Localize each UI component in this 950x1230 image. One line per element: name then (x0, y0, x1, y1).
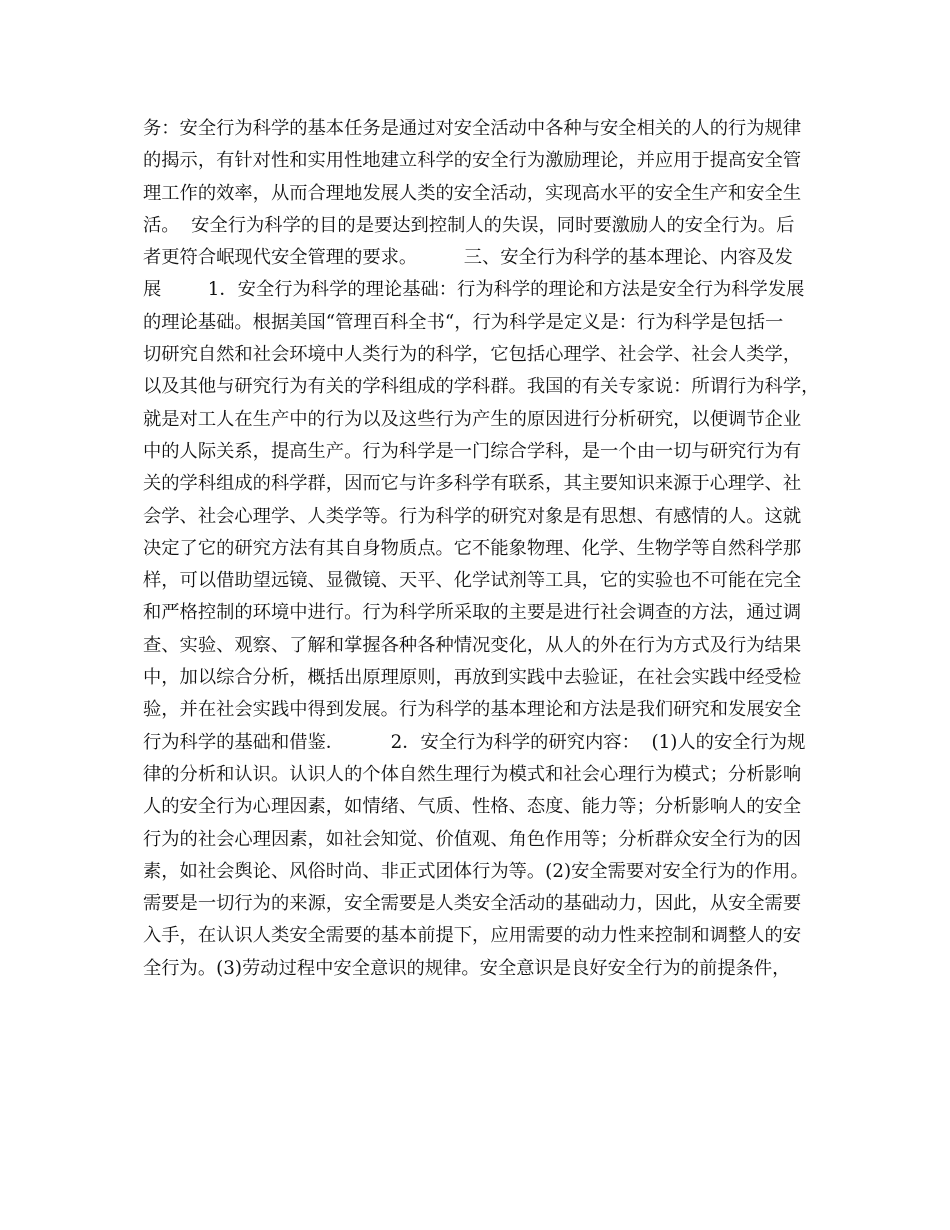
text-line: 查、实验、观察、了解和掌握各种各种情况变化，从人的外在行为方式及行为结果 (143, 634, 802, 656)
text-line: 中，加以综合分析，概括出原理原则，再放到实践中去验证，在社会实践中经受检 (143, 667, 802, 689)
text-line: 全行为。(3)劳动过程中安全意识的规律。安全意识是良好安全行为的前提条件， (143, 957, 791, 979)
text-line: 活。 安全行为科学的目的是要达到控制人的失误，同时要激励人的安全行为。后 (143, 214, 795, 236)
text-line: 素，如社会舆论、风俗时尚、非正式团体行为等。(2)安全需要对安全行为的作用。 (143, 860, 809, 882)
text-line: 样，可以借助望远镜、显微镜、天平、化学试剂等工具，它的实验也不可能在完全 (143, 570, 802, 592)
text-line: 展 1．安全行为科学的理论基础：行为科学的理论和方法是安全行为科学发展 (143, 279, 805, 301)
text-line: 者更符合岷现代安全管理的要求。 三、安全行为科学的基本理论、内容及发 (143, 247, 793, 269)
text-line: 就是对工人在生产中的行为以及这些行为产生的原因进行分析研究，以便调节企业 (143, 408, 802, 430)
text-line: 验，并在社会实践中得到发展。行为科学的基本理论和方法是我们研究和发展安全 (143, 699, 802, 721)
text-line: 入手，在认识人类安全需要的基本前提下，应用需要的动力性来控制和调整人的安 (143, 925, 802, 947)
text-line: 人的安全行为心理因素，如情绪、气质、性格、态度、能力等；分析影响人的安全 (143, 796, 802, 818)
text-line: 的理论基础。根据美国“管理百科全书“，行为科学是定义是：行为科学是包括一 (143, 311, 784, 333)
text-line: 行为的社会心理因素，如社会知觉、价值观、角色作用等；分析群众安全行为的因 (143, 828, 802, 850)
text-line: 行为科学的基础和借鉴． 2．安全行为科学的研究内容： (1)人的安全行为规 (143, 731, 806, 753)
text-line: 务：安全行为科学的基本任务是通过对安全活动中各种与安全相关的人的行为规律 (143, 118, 802, 139)
text-line: 律的分析和认识。认识人的个体自然生理行为模式和社会心理行为模式；分析影响 (143, 763, 802, 785)
text-line: 会学、社会心理学、人类学等。行为科学的研究对象是有思想、有感情的人。这就 (143, 505, 802, 527)
text-line: 决定了它的研究方法有其自身物质点。它不能象物理、化学、生物学等自然科学那 (143, 537, 802, 559)
text-line: 关的学科组成的科学群，因而它与许多科学有联系，其主要知识来源于心理学、社 (143, 473, 802, 495)
text-line: 以及其他与研究行为有关的学科组成的学科群。我国的有关专家说：所谓行为科学， (143, 376, 820, 398)
text-line: 切研究自然和社会环境中人类行为的科学，它包括心理学、社会学、社会人类学， (143, 344, 802, 366)
text-line: 中的人际关系，提高生产。行为科学是一门综合学科，是一个由一切与研究行为有 (143, 440, 802, 462)
text-line: 的揭示，有针对性和实用性地建立科学的安全行为激励理论，并应用于提高安全管 (143, 150, 802, 172)
body-text (143, 113, 823, 985)
text-line: 理工作的效率，从而合理地发展人类的安全活动，实现高水平的安全生产和安全生 (143, 182, 802, 204)
text-line: 需要是一切行为的来源，安全需要是人类安全活动的基础动力，因此，从安全需要 (143, 893, 802, 915)
text-line: 和严格控制的环境中进行。行为科学所采取的主要是进行社会调查的方法，通过调 (143, 602, 802, 624)
